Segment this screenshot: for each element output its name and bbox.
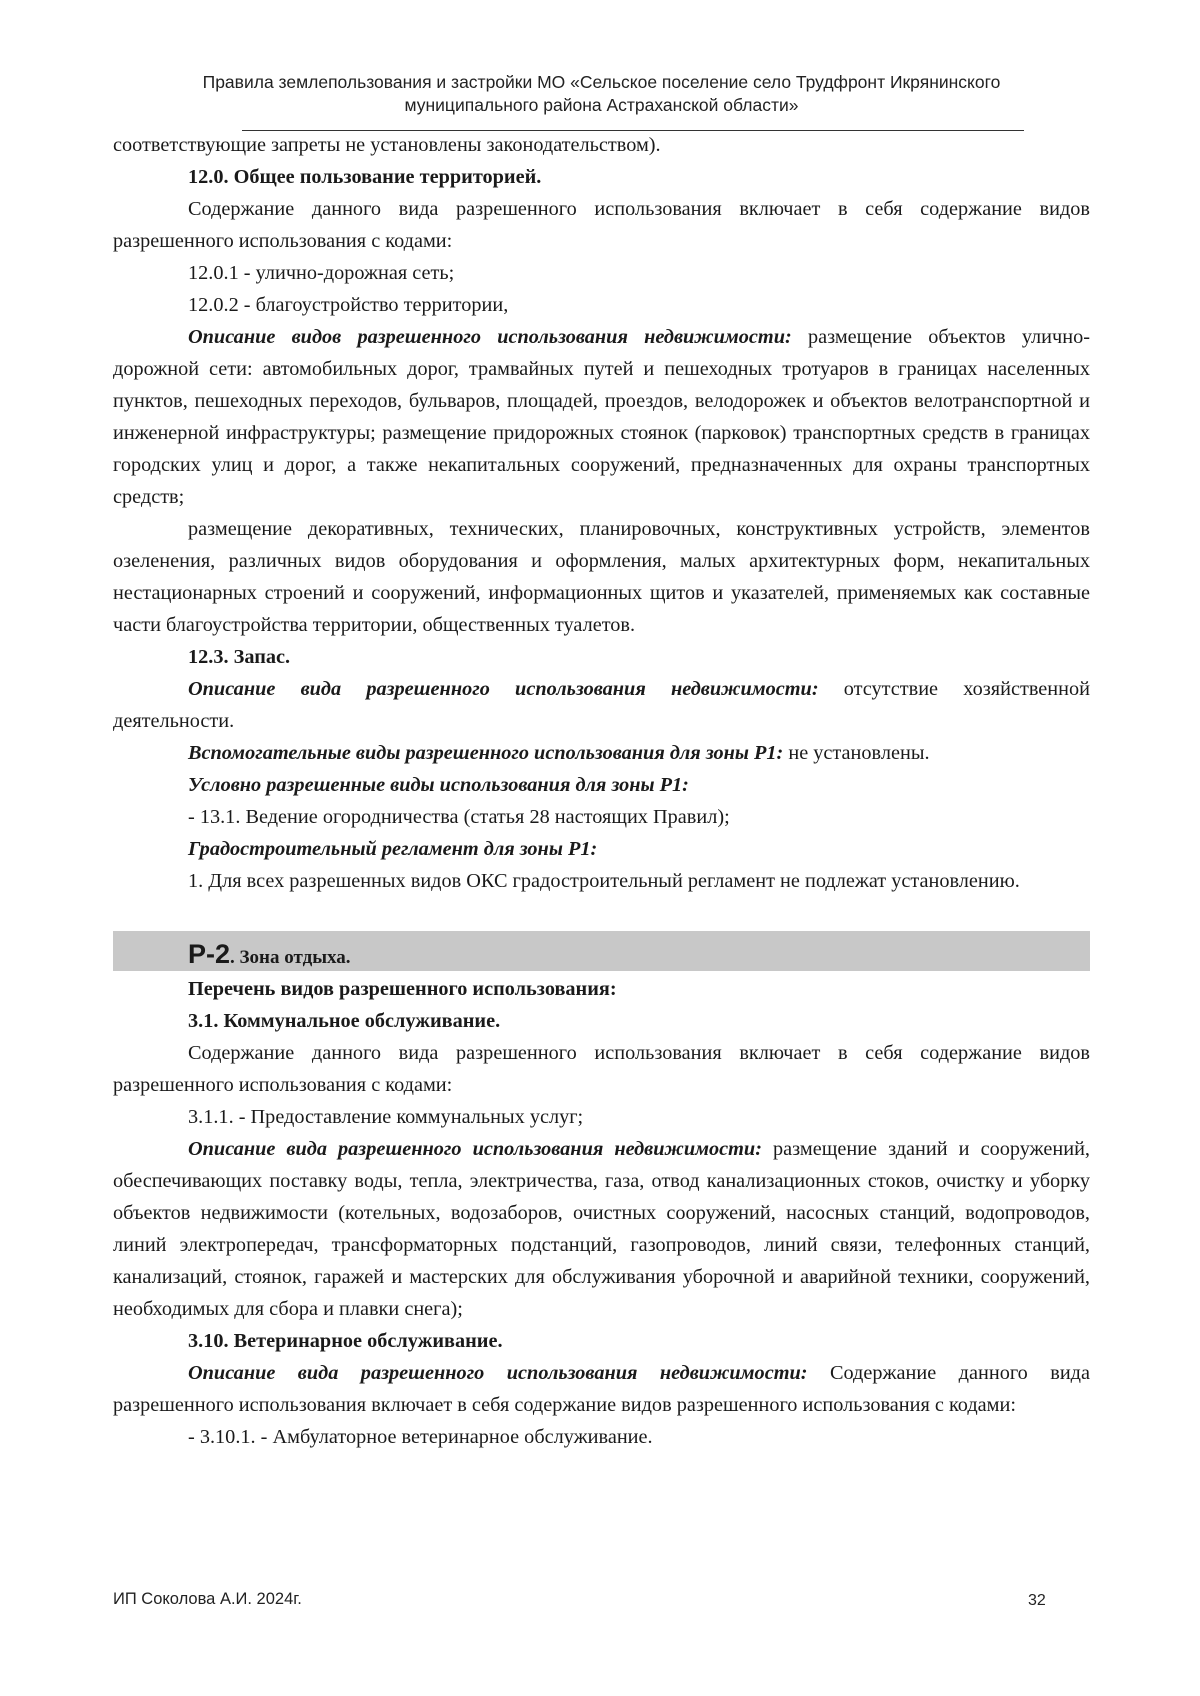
footer-author: ИП Соколова А.И. 2024г.: [113, 1590, 302, 1608]
description-paragraph: [113, 1133, 1090, 1325]
section-heading-12-0: 12.0. Общее пользование территорией.: [188, 166, 542, 188]
zone-title: . Зона отдыха.: [230, 947, 351, 968]
list-item: 3.1.1. - Предоставление коммунальных услуг;: [188, 1106, 584, 1128]
section-heading-12-3: 12.3. Запас.: [188, 646, 291, 668]
description-label: Описание видов разрешенного использования недвижимости:: [188, 326, 792, 348]
description-text: отсутствие хозяйственной деятельности.: [113, 678, 1090, 732]
section-heading-3-1: 3.1. Коммунальное обслуживание.: [188, 1010, 501, 1032]
description-paragraph: [113, 673, 1090, 737]
document-body: [113, 129, 1090, 1453]
regulation-text: 1. Для всех разрешенных видов ОКС градостроительный регламент не подлежат установлению.: [188, 870, 1020, 892]
description-paragraph: [113, 1357, 1090, 1421]
paragraph: размещение декоративных, технических, планировочных, конструктивных устройств, элементов озеленения, различных видов оборудования и оформления, малых архитектурных форм, некапитальных нестационарных строений и сооружений, информационных щитов и указателей, применяемых как составные части благоустройства территории, общественных туалетов.: [113, 518, 1090, 636]
zone-code: Р-2: [188, 939, 231, 969]
list-item: 12.0.1 - улично-дорожная сеть;: [188, 262, 455, 284]
description-paragraph: [113, 321, 1090, 513]
conditional-uses-heading: Условно разрешенные виды использования для зоны Р1:: [188, 774, 689, 796]
description-label: Описание вида разрешенного использования недвижимости:: [188, 678, 819, 700]
list-item: 12.0.2 - благоустройство территории,: [188, 294, 509, 316]
section-heading-3-10: 3.10. Ветеринарное обслуживание.: [188, 1330, 503, 1352]
regulation-heading: Градостроительный регламент для зоны Р1:: [188, 838, 598, 860]
auxiliary-uses-label: Вспомогательные виды разрешенного использования для зоны Р1:: [188, 742, 784, 764]
list-item: - 3.10.1. - Амбулаторное ветеринарное обслуживание.: [188, 1426, 653, 1448]
page-header: [113, 71, 1090, 117]
page-number: 32: [1028, 1592, 1046, 1609]
description-text: размещение объектов улично-дорожной сети: автомобильных дорог, трамвайных путей и пешеходных тротуаров в границах населенных пунктов, пешеходных переходов, бульваров, площадей, проездов, велодорожек и объектов велотранспортной и инженерной инфраструктуры; размещение придорожных стоянок (парковок) транспортных средств в границах городских улиц и дорог, а также некапитальных сооружений, предназначенных для охраны транспортных средств;: [113, 326, 1090, 508]
auxiliary-uses-text: не установлены.: [783, 742, 930, 764]
header-line-1: Правила землепользования и застройки МО «Сельское поселение село Трудфронт Икрянинского: [202, 72, 1001, 92]
description-text: Содержание данного вида разрешенного использования включает в себя содержание видов разрешенного использования с кодами:: [113, 1362, 1090, 1416]
uses-list-heading: Перечень видов разрешенного использования:: [188, 978, 617, 1000]
description-label: Описание вида разрешенного использования недвижимости:: [188, 1138, 762, 1160]
list-item: - 13.1. Ведение огородничества (статья 28 настоящих Правил);: [188, 806, 730, 828]
description-text: размещение зданий и сооружений, обеспечивающих поставку воды, тепла, электричества, газа, отвод канализационных стоков, очистку и уборку объектов недвижимости (котельных, водозаборов, очистных сооружений, насосных станций, водопроводов, линий электропередач, трансформаторных подстанций, газопроводов, линий связи, телефонных станций, канализаций, стоянок, гаражей и мастерских для обслуживания уборочной и аварийной техники, сооружений, необходимых для сбора и плавки снега);: [113, 1138, 1090, 1320]
paragraph: Содержание данного вида разрешенного использования включает в себя содержание видов разрешенного использования с кодами:: [113, 198, 1090, 252]
auxiliary-uses-line: [113, 737, 1090, 769]
paragraph: Содержание данного вида разрешенного использования включает в себя содержание видов разрешенного использования с кодами:: [113, 1042, 1090, 1096]
zone-heading-bar: [113, 931, 1090, 971]
description-label: Описание вида разрешенного использования недвижимости:: [188, 1362, 808, 1384]
header-line-2: муниципального района Астраханской области»: [404, 95, 799, 115]
paragraph: соответствующие запреты не установлены законодательством).: [113, 134, 661, 156]
